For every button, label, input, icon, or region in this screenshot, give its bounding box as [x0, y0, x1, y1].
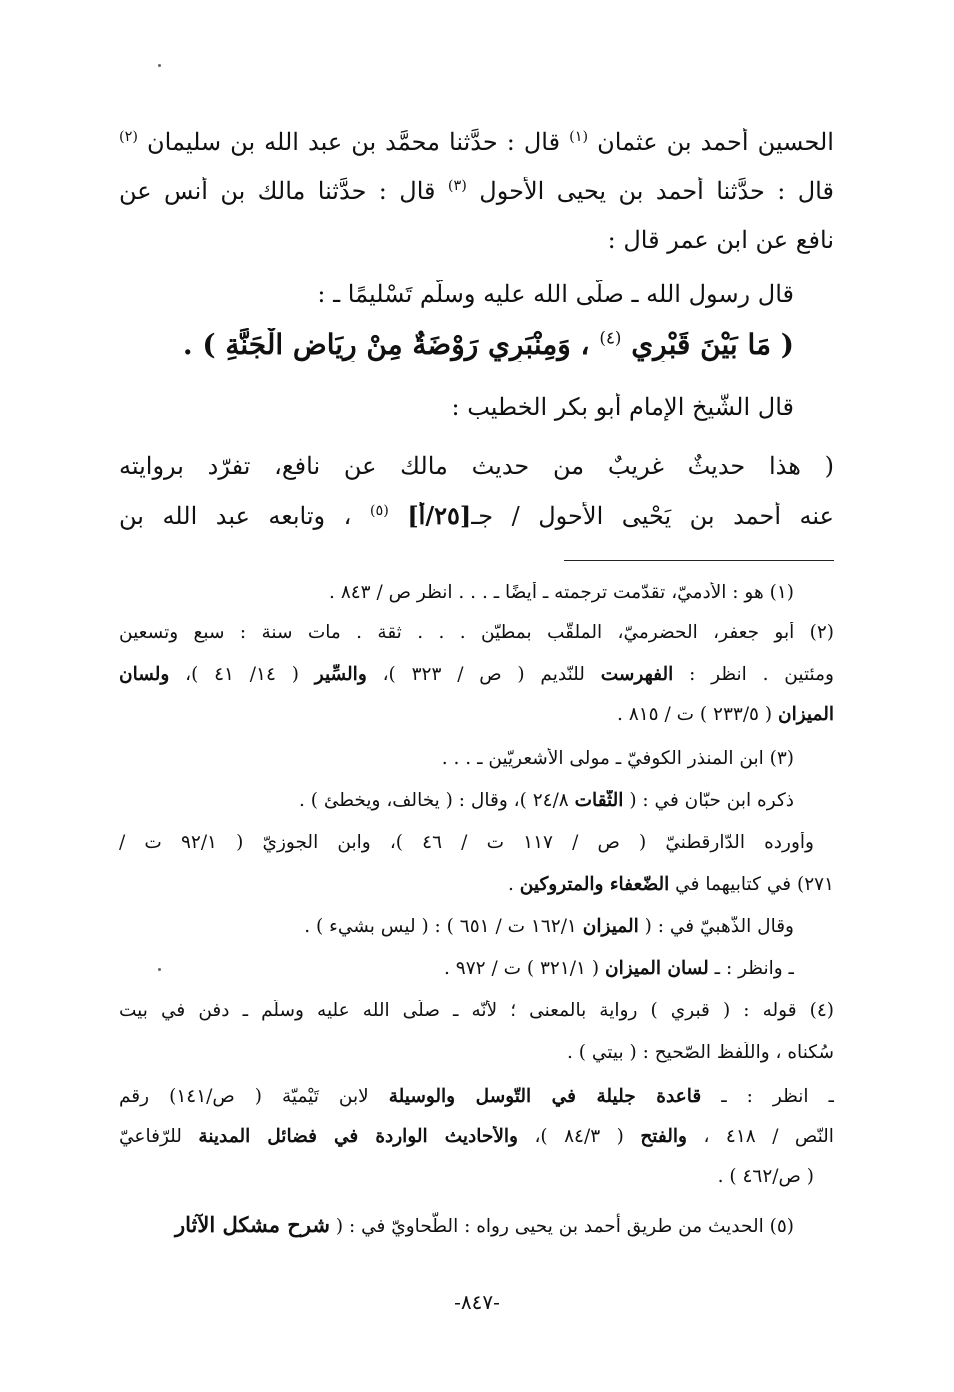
- footnote-2-line-2: [119, 664, 834, 686]
- hadith-text: [79, 328, 794, 362]
- book-title: الميزان: [582, 916, 639, 937]
- footnote-4-line-3: [119, 1086, 834, 1108]
- book-title: الضّعفاء والمتروكين: [519, 874, 670, 895]
- text: ١٦٢/١ ت / ٦٥١ ) : ( ليس بشيء ) .: [304, 916, 577, 937]
- scan-speck: [158, 968, 161, 971]
- text: ـ وانظر : ـ: [714, 958, 794, 979]
- text: للرّفاعيّ: [119, 1126, 182, 1147]
- book-title: الميزان: [778, 704, 834, 725]
- footnote-ref-2[interactable]: (٢): [119, 129, 138, 145]
- footnote-separator: [564, 560, 834, 561]
- footnote-1: [79, 582, 794, 604]
- footnote-4-line-1: [119, 1000, 834, 1022]
- main-line-8: [119, 502, 834, 531]
- text: (٣) ابن المنذر الكوفيّ ـ مولى الأشعريّين ـ . . .: [441, 748, 794, 769]
- main-line-3: [119, 226, 834, 255]
- text: ( هذا حديثٌ غريبٌ من حديث مالك عن نافع، تفرّد بروايته: [119, 452, 834, 480]
- text: ( ٣٢١/١ ) ت / ٩٧٢ .: [444, 958, 600, 979]
- book-title: والفتح: [640, 1126, 687, 1147]
- book-title: والسِّير: [314, 664, 367, 685]
- text: (١) هو : الأدميّ، تقدّمت ترجمته ـ أيضًا ـ . . . انظر ص / ٨٤٣ .: [329, 582, 794, 603]
- text: ـ انظر : ـ: [721, 1086, 834, 1107]
- footnote-4-line-4: [119, 1126, 834, 1148]
- scan-speck: [158, 64, 161, 67]
- text: سُكناه ، واللّفظ الصّحيح : ( بيتي ) .: [567, 1042, 834, 1063]
- main-line-4: [79, 280, 794, 309]
- footnote-3-line-2: [79, 790, 794, 812]
- book-title: قاعدة جليلة في التّوسل والوسيلة: [388, 1086, 702, 1107]
- footnote-5-line-1: [79, 1212, 794, 1238]
- text: ، وتابعه عبد الله بن: [119, 502, 352, 530]
- footnote-2-line-1: [119, 622, 834, 644]
- book-title: الثّقات: [574, 790, 624, 811]
- footnote-3-line-5: [79, 916, 794, 938]
- main-line-2: [119, 177, 834, 206]
- text: ، وَمِنْبَرِي رَوْضَةٌ مِنْ رِيَاضِ الْجَنَّةِ ) .: [182, 328, 590, 361]
- text: ٢٧١) في كتابيهما في: [675, 874, 834, 895]
- text: ذكره ابن حبّان في : (: [629, 790, 794, 811]
- main-line-6: [79, 393, 794, 422]
- text: .: [508, 874, 514, 895]
- footnote-4-line-5: [99, 1166, 814, 1188]
- text: قال : حدَّثنا أحمد بن يحيى الأحول: [479, 177, 834, 205]
- text: النّص / ٤١٨ ،: [703, 1126, 834, 1147]
- book-title: شرح مشكل الآثار: [174, 1212, 331, 1237]
- main-line-1: [119, 128, 834, 157]
- page-number: -٨٤٧-: [454, 1290, 500, 1314]
- text: ( ص/٤٦٢ ) .: [717, 1166, 814, 1187]
- text: للنّديم ( ص / ٣٢٣ )،: [382, 664, 585, 685]
- text: وأورده الدّارقطنيّ ( ص / ١١٧ ت / ٤٦ )، وابن الجوزيّ ( ٩٢/١ ت /: [119, 832, 814, 853]
- footnote-2-line-3: [119, 704, 834, 726]
- footnote-4-line-2: [119, 1042, 834, 1064]
- text: ( ٢٣٣/٥ ) ت / ٨١٥ .: [617, 704, 773, 725]
- footnote-3-line-6: [79, 958, 794, 980]
- text: الحسين أحمد بن عثمان: [597, 128, 834, 156]
- book-title: الفهرست: [600, 664, 674, 685]
- text: عنه أَحمد بن يَحْيى الأَحول / جـ: [471, 502, 834, 530]
- text: ( ١٤/ ٤١ )،: [185, 664, 299, 685]
- footnote-ref-5[interactable]: (٥): [369, 503, 389, 519]
- text: وقال الذّهبيّ في : (: [644, 916, 794, 937]
- footnote-3-line-1: [79, 748, 794, 770]
- text: قال : حدَّثنا محمَّد بن عبد الله بن سليمان: [147, 128, 561, 156]
- text: قال الشَّيخ الإمام أبو بكر الخطيب :: [451, 393, 794, 421]
- text: لابن تَيْميّة ( ص/١٤١) رقم: [119, 1086, 369, 1107]
- footnote-ref-3[interactable]: (٣): [447, 178, 467, 194]
- footnote-3-line-3: [119, 832, 814, 854]
- main-line-7: [119, 452, 834, 481]
- text: قال رسول الله ـ صلّى الله عليه وسلّم تَسْليمًا ـ :: [317, 280, 794, 308]
- footnote-3-line-4: [119, 874, 834, 896]
- text: ٢٤/٨ )، وقال : ( يخالف، ويخطئ ) .: [298, 790, 569, 811]
- manuscript-folio: [٢٥/أ]: [407, 502, 472, 530]
- book-title: والأحاديث الواردة في فضائل المدينة: [198, 1126, 518, 1147]
- footnote-ref-4[interactable]: (٤): [599, 328, 622, 348]
- text: ( ٨٤/٣ )،: [534, 1126, 624, 1147]
- text: ومئتين . انظر :: [689, 664, 834, 685]
- text: (٥) الحديث من طريق أحمد بن يحيى رواه : الطّحاويّ في : (: [335, 1216, 794, 1237]
- book-title: لسان الميزان: [604, 958, 709, 979]
- footnote-ref-1[interactable]: (١): [569, 129, 589, 145]
- text: ( مَا بَيْنَ قَبْرِي: [631, 328, 794, 361]
- book-title: ولسان: [119, 664, 170, 685]
- text: (٤) قوله : ( قبري ) رواية بالمعنى ؛ لأنّه ـ صلّى الله عليه وسلّم ـ دفن في بيت: [119, 1000, 834, 1021]
- text: (٢) أبو جعفر، الحضرميّ، الملقّب بمطيّن . . . ثقة . مات سنة : سبع وتسعين: [119, 622, 834, 643]
- text: نافع عن ابن عمر قال :: [607, 226, 834, 254]
- text: قال : حدَّثنا مالك بن أنس عن: [119, 177, 436, 205]
